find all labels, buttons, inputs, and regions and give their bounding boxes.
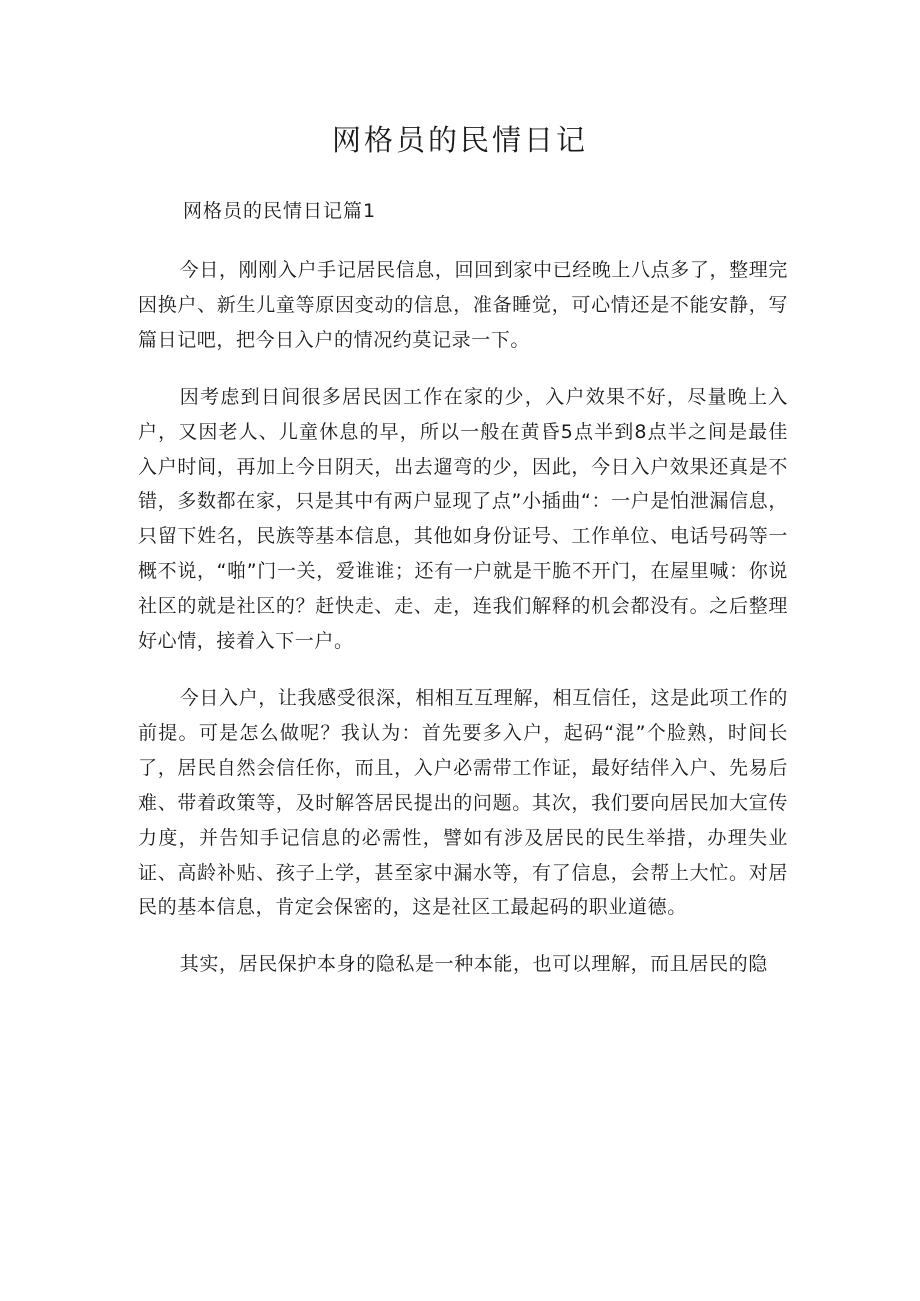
document-body (138, 253, 788, 1004)
paragraph: 今日，刚刚入户手记居民信息，回回到家中已经晚上八点多了，整理完因换户、新生儿童等原因变动的信息，准备睡觉，可心情还是不能安静，写篇日记吧，把今日入户的情况约莫记录一下。 (138, 259, 788, 351)
paragraph: 其实，居民保护本身的隐私是一种本能，也可以理解，而且居民的隐 (179, 953, 768, 976)
document-title: 网格员的民情日记 (331, 123, 588, 157)
section-heading: 网格员的民情日记篇1 (183, 200, 377, 222)
paragraph: 今日入户，让我感受很深，相相互互理解，相互信任，这是此项工作的前提。可是怎么做呢？我认为：首先要多入户，起码“混”个脸熟，时间长了，居民自然会信任你，而且，入户必需带工作证，最好结伴入户、先易后难、带着政策等，及时解答居民提出的问题。其次，我们要向居民加大宣传力度，并告知手记信息的必需性，譬如有涉及居民的民生举措，办理失业证、高龄补贴、孩子上学，甚至家中漏水等，有了信息，会帮上大忙。对居民的基本信息，肯定会保密的，这是社区工最起码的职业道德。 (138, 686, 788, 919)
paragraph: 因考虑到日间很多居民因工作在家的少，入户效果不好，尽量晚上入户，又因老人、儿童休息的早，所以一般在黄昏5点半到8点半之间是最佳入户时间，再加上今日阴天，出去遛弯的少，因此，今日入户效果还真是不错，多数都在家，只是其中有两户显现了点”小插曲“：一户是怕泄漏信息，只留下姓名，民族等基本信息，其他如身份证号、工作单位、电话号码等一概不说，“啪”门一关，爱谁谁；还有一户就是干脆不开门，在屋里喊：你说社区的就是社区的？赶快走、走、走，连我们解释的机会都没有。之后整理好心情，接着入下一户。 (138, 385, 788, 653)
